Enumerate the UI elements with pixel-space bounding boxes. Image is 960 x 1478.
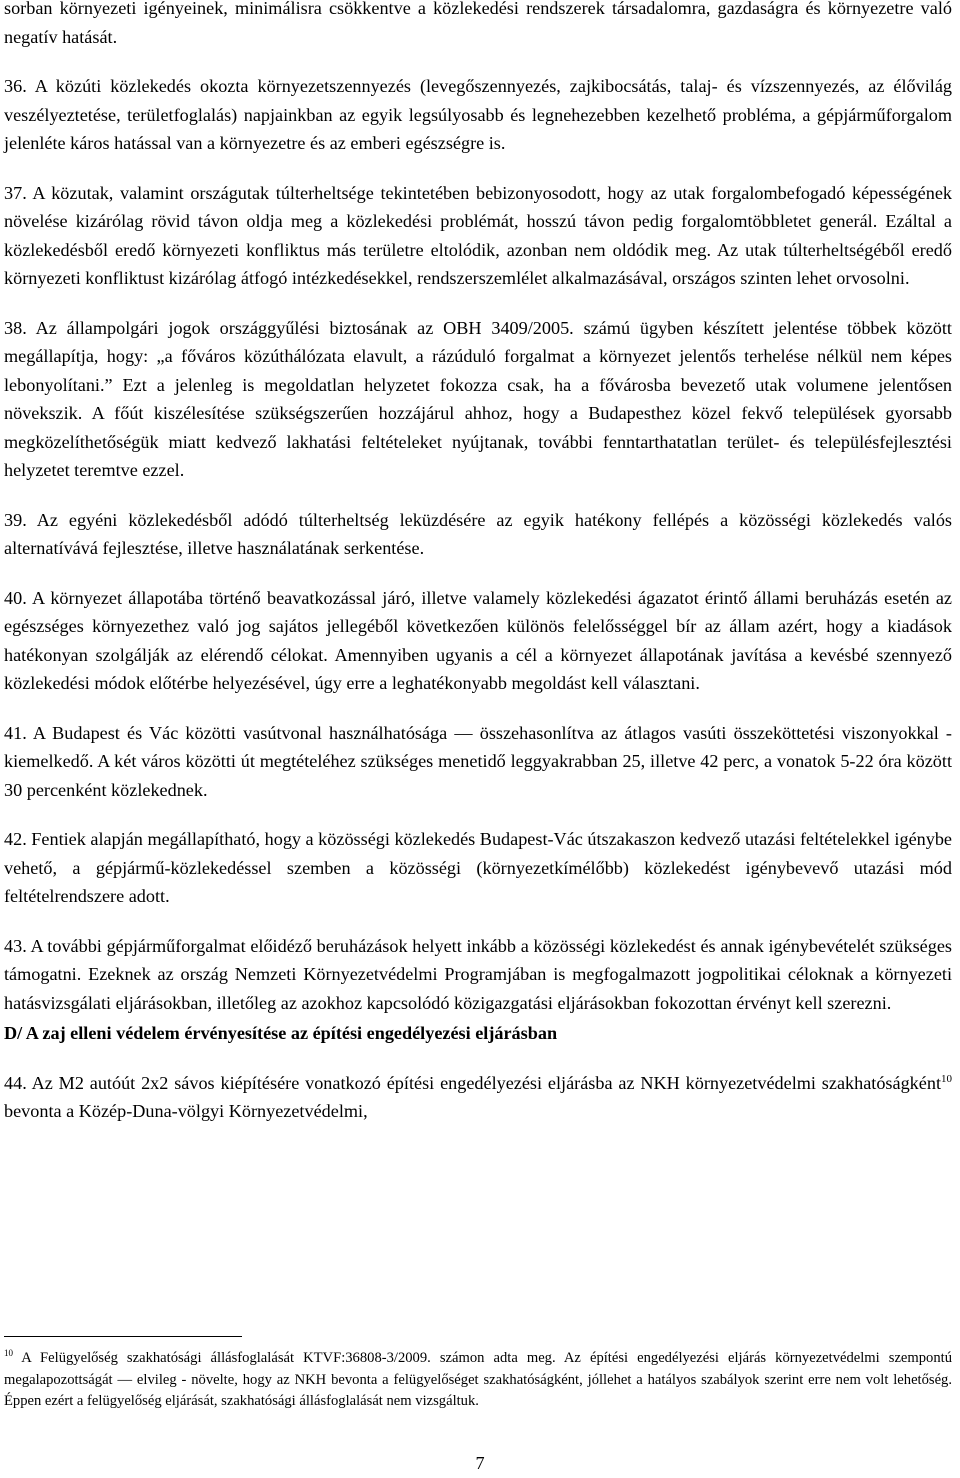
paragraph-38: 38. Az állampolgári jogok országgyűlési biztosának az OBH 3409/2005. számú ügyben készített jelentése többek között megállapítja, hogy: „a főváros közúthálózata elavult, a rázúduló forgalmat a környezet jelentős terhelése nélkül nem képes lebonyolítani.” Ezt a jelenleg is megoldatlan helyzetet fokozza csak, ha a fővárosba bevezető utak volumene jelentősen növekszik. A főút kiszélesítése szükségszerűen hozzájárul ahhoz, hogy a Budapesthez közel fekvő települések gyorsabb megközelíthetőségük miatt kedvező lakhatási feltételeket nyújtanak, további fenntarthatatlan terület- és településfejlesztési helyzetet teremtve ezzel. xyxy=(4,317,952,480)
paragraph-43: 43. A további gépjárműforgalmat előidéző beruházások helyett inkább a közösségi közlekedést és annak igénybevételét szükséges támogatni. Ezeknek az ország Nemzeti Környezetvédelmi Programjában is megfogalmazott jogpolitikai céloknak a környezeti hatásvizsgálati eljárásokban, illetőleg az azokhoz kapcsolódó közigazgatási eljárásokban fokozottan érvényt kell szerezni. xyxy=(4,935,952,1013)
paragraph-41: 41. A Budapest és Vác közötti vasútvonal használhatósága — összehasonlítva az átlagos vasúti összeköttetési viszonyokkal - kiemelkedő. A két város közötti út megtételéhez szükséges menetidő leggyakrabban 25, illetve 42 perc, a vonatok 5-22 óra között 30 percenként közlekednek. xyxy=(4,722,952,800)
paragraph-44 xyxy=(4,1069,952,1126)
paragraph-40: 40. A környezet állapotába történő beavatkozással járó, illetve valamely közlekedési ágazatot érintő állami beruházás esetén az egészséges környezethez való jog sajátos jellegéből következően különös felelősséggel bír az állam azért, hogy a kiadások hatékonyan szolgálják az elérendő célokat. Amennyiben ugyanis a cél a környezet állapotának javítása a kevésbé szennyező közlekedési módok előtérbe helyezésével, úgy erre a leghatékonyabb megoldást kell választani. xyxy=(4,587,952,693)
footnote-reference[interactable]: 10 xyxy=(941,1072,952,1085)
paragraph-44-text-end: bevonta a Közép-Duna-völgyi Környezetvédelmi, xyxy=(4,1101,368,1121)
section-heading-d: D/ A zaj elleni védelem érvényesítése az építési engedélyezési eljárásban xyxy=(4,1023,558,1043)
page-number: 7 xyxy=(475,1453,485,1473)
paragraph-continuation: sorban környezeti igényeinek, minimálisra csökkentve a közlekedési rendszerek társadalomra, gazdaságra és környezetre való negatív hatását. xyxy=(4,0,952,47)
paragraph-42: 42. Fentiek alapján megállapítható, hogy a közösségi közlekedés Budapest-Vác útszakaszon kedvező utazási feltételekkel igénybe vehető, a gépjármű-közlekedéssel szemben a közösségi (környezetkímélőbb) közlekedést igénybevevő utazási mód feltételrendszere adott. xyxy=(4,829,952,906)
paragraph-36: 36. A közúti közlekedés okozta környezetszennyezés (levegőszennyezés, zajkibocsátás, talaj- és vízszennyezés, az élővilág veszélyeztetése, területfoglalás) napjainkban az egyik legsúlyosabb és legnehezebben kezelhető probléma, a gépjárműforgalom jelenléte káros hatással van a környezetre és az emberi egészségre is. xyxy=(4,76,952,153)
footnote-text: A Felügyelőség szakhatósági állásfoglalását KTVF:36808-3/2009. számon adta meg. Az építési engedélyezési eljárás környezetvédelmi szempontú megalapozottságát — elvileg - növelte, hogy az NKH bevonta a felügyelőséget szakhatóságként, jóllehet a hatályos szabályok szerint erre nem volt lehetőség. Éppen ezért a felügyelőség eljárását, szakhatósági állásfoglalását nem vizsgáltuk. xyxy=(4,1350,952,1410)
footnote-10 xyxy=(4,1348,952,1413)
footnote-area xyxy=(4,1348,952,1413)
footnote-separator xyxy=(4,1336,242,1337)
paragraph-44-text: 44. Az M2 autóút 2x2 sávos kiépítésére vonatkozó építési engedélyezési eljárásba az NKH környezetvédelmi szakhatóságként xyxy=(4,1072,941,1093)
document-body xyxy=(4,0,952,1126)
paragraph-37: 37. A közutak, valamint országutak túlterheltsége tekintetében bebizonyosodott, hogy az utak forgalombefogadó képességének növelése kizárólag rövid távon oldja meg a közlekedési problémát, hosszú távon pedig forgalomtöbbletet generál. Ezáltal a közlekedésből eredő környezeti konfliktus más területre eltolódik, azonban nem oldódik meg. Az utak túlterheltségéből eredő környezeti konfliktust kizárólag átfogó intézkedésekkel, rendszerszemlélet alkalmazásával, országos szinten lehet orvosolni. xyxy=(4,182,952,288)
footnote-number: 10 xyxy=(4,1348,13,1358)
paragraph-39: 39. Az egyéni közlekedésből adódó túlterheltség leküzdésére az egyik hatékony fellépés a közösségi közlekedés valós alternatívává fejlesztése, illetve használatának serkentése. xyxy=(4,509,952,558)
